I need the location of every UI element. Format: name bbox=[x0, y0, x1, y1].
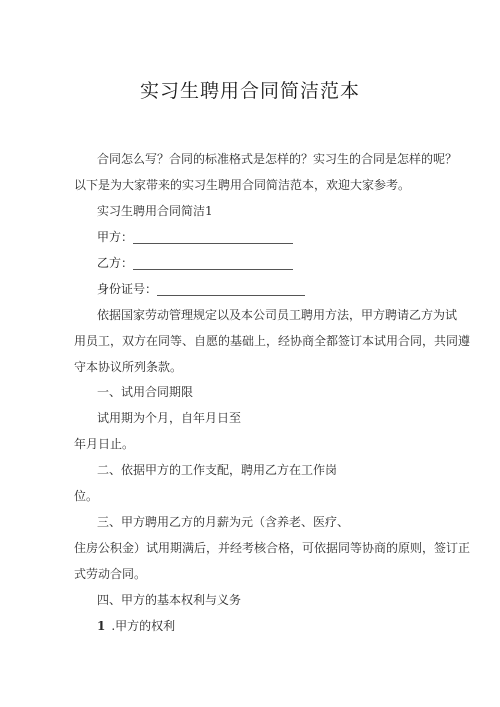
party-a-field bbox=[97, 230, 293, 244]
party-b-blank[interactable] bbox=[133, 257, 293, 270]
section-2-line-2: 位。 bbox=[74, 489, 99, 503]
section-1-line-1: 试用期为个月，自年月日至 bbox=[97, 411, 242, 425]
section-1-heading: 一、试用合同期限 bbox=[97, 385, 194, 399]
section-heading: 实习生聘用合同简洁1 bbox=[97, 204, 213, 218]
section-1-line-2: 年月日止。 bbox=[74, 437, 135, 451]
section-3-line-1: 三、甲方聘用乙方的月薪为元（含养老、医疗、 bbox=[97, 515, 350, 529]
id-number-blank[interactable] bbox=[157, 283, 305, 296]
section-3-line-2: 住房公积金）试用期满后，并经考核合格，可依据同等协商的原则，签订正 bbox=[74, 541, 471, 555]
item-1-text: .甲方的权利 bbox=[111, 619, 176, 633]
section-4-heading: 四、甲方的基本权利与义务 bbox=[97, 593, 242, 607]
id-label: 身份证号： bbox=[97, 282, 158, 296]
section-2-line-1: 二、依据甲方的工作支配，聘用乙方在工作岗 bbox=[97, 463, 338, 477]
party-a-label: 甲方： bbox=[97, 230, 134, 244]
section-3-line-3: 式劳动合同。 bbox=[74, 567, 147, 581]
party-b-field bbox=[97, 256, 293, 270]
party-b-label: 乙方： bbox=[97, 256, 134, 270]
para1-line-2: 用员工，双方在同等、自愿的基础上，经协商全都签订本试用合同，共同遵 bbox=[74, 334, 471, 348]
para1-line-3: 守本协议所列条款。 bbox=[74, 360, 183, 374]
intro-line-1: 合同怎么写？合同的标准格式是怎样的？实习生的合同是怎样的呢？ bbox=[97, 152, 458, 166]
party-a-blank[interactable] bbox=[133, 231, 293, 244]
document-title: 实习生聘用合同简洁范本 bbox=[139, 80, 360, 102]
item-1 bbox=[97, 619, 175, 633]
para1-line-1: 依据国家劳动管理规定以及本公司员工聘用方法，甲方聘请乙方为试 bbox=[97, 308, 458, 322]
item-1-number: 1 bbox=[97, 619, 106, 633]
id-number-field bbox=[97, 282, 305, 296]
intro-line-2: 以下是为大家带来的实习生聘用合同简洁范本，欢迎大家参考。 bbox=[74, 178, 411, 192]
